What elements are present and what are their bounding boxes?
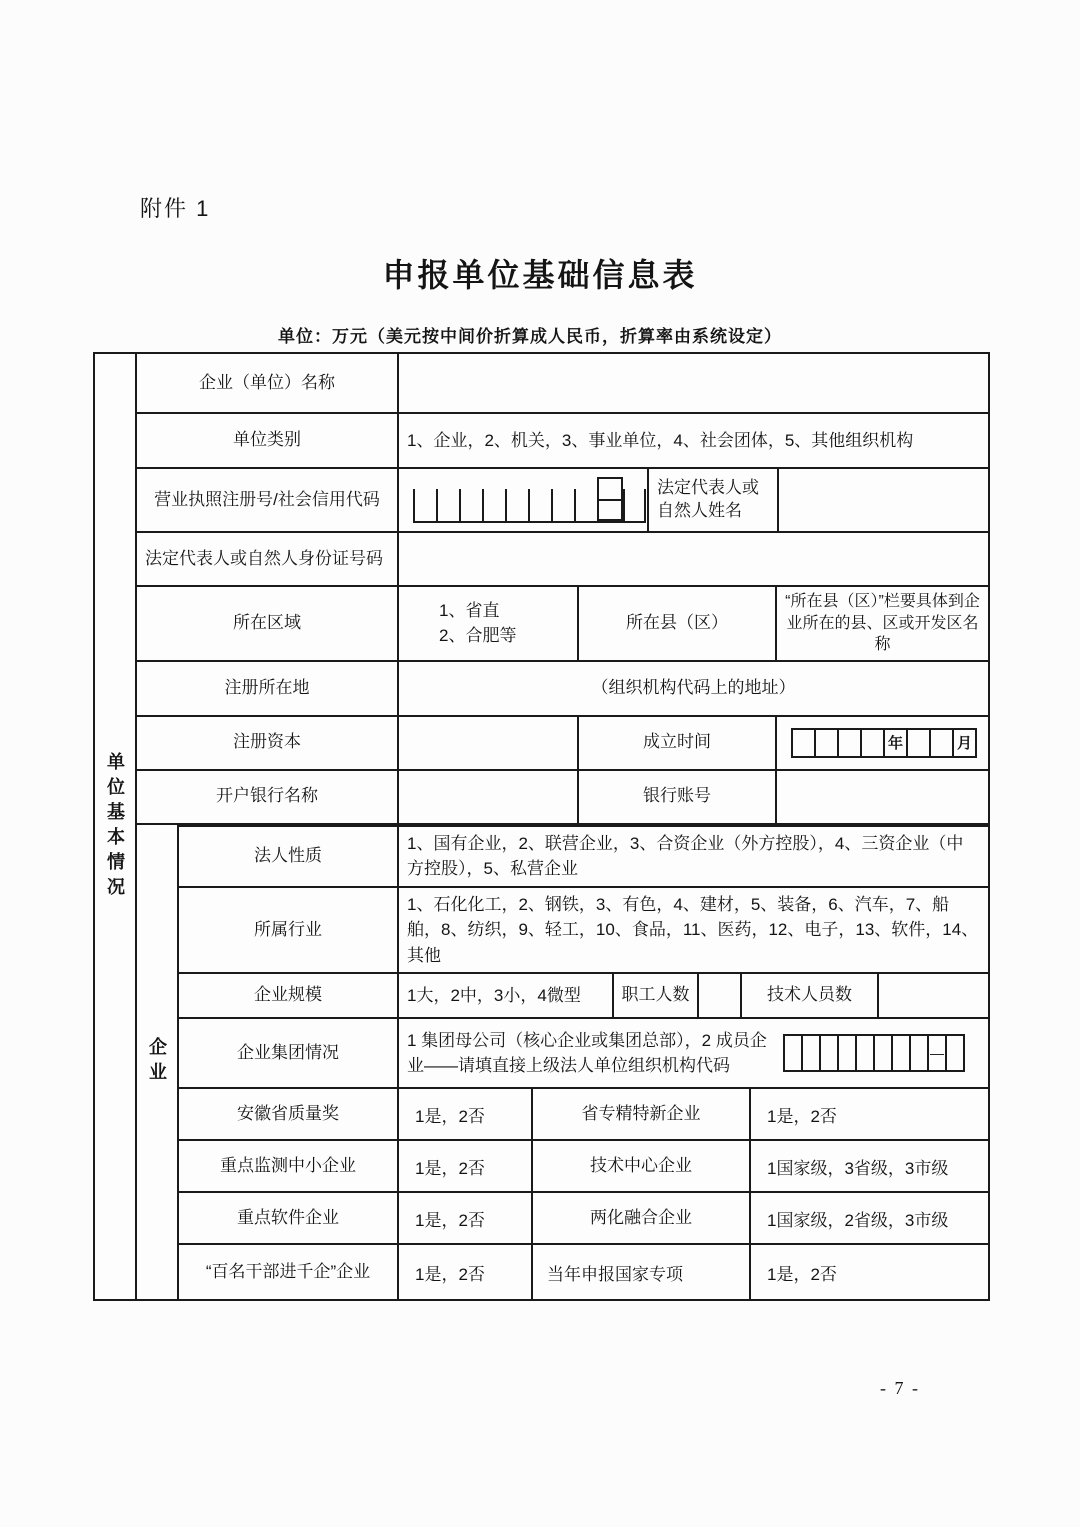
row-label: 营业执照注册号/社会信用代码 bbox=[154, 489, 380, 509]
date-entry-boxes bbox=[791, 728, 977, 758]
tech-staff-field bbox=[877, 974, 988, 1017]
region-options bbox=[397, 587, 577, 660]
legal-rep-name-field bbox=[777, 469, 988, 531]
page-title: 申报单位基础信息表 bbox=[382, 257, 698, 293]
county-label: 所在县（区） bbox=[577, 587, 775, 660]
double-box bbox=[597, 477, 623, 521]
table-row bbox=[137, 660, 988, 715]
row-label: 重点软件企业 bbox=[237, 1207, 339, 1227]
row-label: 所在区域 bbox=[233, 612, 301, 632]
table-row bbox=[179, 1191, 988, 1243]
bank-account-label: 银行账号 bbox=[577, 771, 775, 823]
group-label: 单位基本情况 bbox=[105, 751, 125, 902]
registered-capital-field bbox=[397, 717, 577, 769]
industry-options: 1、石化化工，2、钢铁，3、有色，4、建材，5、装备，6、汽车，7、船舶，8、纺织，9、轻工，10、食品，11、医药，12、电子，13、软件，14、其他 bbox=[397, 888, 988, 973]
table-row bbox=[137, 769, 988, 823]
staff-count-field bbox=[697, 974, 740, 1017]
row-label: 法人性质 bbox=[254, 845, 322, 865]
org-code-field bbox=[777, 1019, 988, 1087]
page-number: - 7 - bbox=[880, 1378, 920, 1398]
row-label: 重点监测中小企业 bbox=[220, 1155, 356, 1175]
dash-box: — bbox=[927, 1034, 947, 1072]
unit-type-options: 1、企业，2、机关，3、事业单位，4、社会团体，5、其他组织机构 bbox=[397, 414, 988, 467]
group-column-unit-basic-info bbox=[95, 354, 137, 1299]
row-label: “百名干部进千企”企业 bbox=[205, 1261, 371, 1281]
table-row bbox=[137, 531, 988, 585]
scale-options: 1大，2中，3小，4微型 bbox=[397, 974, 612, 1017]
registered-address-field: （组织机构代码上的地址） bbox=[397, 662, 988, 715]
table-row bbox=[179, 972, 988, 1017]
table-row bbox=[179, 1243, 988, 1299]
row-label: 单位类别 bbox=[233, 430, 301, 450]
group-column-enterprise bbox=[137, 825, 179, 1300]
enterprise-group bbox=[137, 823, 988, 1300]
quality-award-options: 1是，2否 bbox=[397, 1089, 531, 1139]
group-status-options: 1 集团母公司（核心企业或集团总部），2 成员企业——请填直接上级法人单位组织机构代码 bbox=[397, 1019, 777, 1087]
tech-center-label: 技术中心企业 bbox=[531, 1141, 749, 1191]
founding-date-field bbox=[775, 717, 988, 769]
national-project-options: 1是，2否 bbox=[749, 1245, 988, 1299]
table-row bbox=[137, 467, 988, 531]
month-box: 月 bbox=[952, 728, 977, 758]
row-label: 注册所在地 bbox=[224, 677, 310, 697]
row-label: 所属行业 bbox=[254, 919, 322, 939]
year-box: 年 bbox=[883, 728, 908, 758]
company-name-field bbox=[397, 354, 988, 412]
id-number-field bbox=[397, 533, 988, 585]
staff-count-label: 职工人数 bbox=[612, 974, 697, 1017]
unit-note: 单位：万元（美元按中间价折算成人民币，折算率由系统设定） bbox=[278, 327, 782, 346]
national-project-label: 当年申报国家专项 bbox=[531, 1245, 749, 1299]
row-label: 企业规模 bbox=[254, 985, 322, 1005]
row-label: 安徽省质量奖 bbox=[237, 1103, 339, 1123]
row-label: 企业集团情况 bbox=[237, 1042, 339, 1062]
hundred-cadres-options: 1是，2否 bbox=[397, 1245, 531, 1299]
integration-enterprise-label: 两化融合企业 bbox=[531, 1193, 749, 1243]
license-code-field bbox=[397, 469, 647, 531]
tech-center-options: 1国家级，3省级，3市级 bbox=[749, 1141, 988, 1191]
basic-info-table bbox=[93, 352, 990, 1301]
legal-nature-options: 1、国有企业，2、联营企业，3、合资企业（外方控股），4、三资企业（中方控股），5、私营企业 bbox=[397, 827, 988, 886]
monitored-sme-options: 1是，2否 bbox=[397, 1141, 531, 1191]
county-note: “所在县（区）”栏要具体到企业所在的县、区或开发区名称 bbox=[775, 587, 988, 660]
legal-rep-name-label: 法定代表人或自然人姓名 bbox=[647, 469, 777, 531]
bank-account-field bbox=[775, 771, 988, 823]
table-rows bbox=[137, 354, 988, 1299]
integration-enterprise-options: 1国家级，2省级，3市级 bbox=[749, 1193, 988, 1243]
enterprise-group-label: 企业 bbox=[147, 1037, 167, 1088]
specialized-enterprise-options: 1是，2否 bbox=[749, 1089, 988, 1139]
table-row bbox=[137, 354, 988, 412]
bank-name-field bbox=[397, 771, 577, 823]
table-row bbox=[179, 1087, 988, 1139]
table-row bbox=[179, 1017, 988, 1087]
code-entry-boxes bbox=[413, 477, 646, 523]
table-row bbox=[137, 412, 988, 467]
row-label: 注册资本 bbox=[233, 732, 301, 752]
region-option-2: 2、合肥等 bbox=[439, 626, 517, 646]
row-label: 企业（单位）名称 bbox=[199, 372, 335, 392]
key-software-options: 1是，2否 bbox=[397, 1193, 531, 1243]
specialized-enterprise-label: 省专精特新企业 bbox=[531, 1089, 749, 1139]
table-row bbox=[179, 886, 988, 973]
row-label: 开户银行名称 bbox=[216, 786, 318, 806]
tech-staff-label: 技术人员数 bbox=[740, 974, 877, 1017]
org-code-boxes bbox=[783, 1034, 965, 1072]
table-row bbox=[179, 1139, 988, 1191]
region-option-1: 1、省直 bbox=[439, 600, 500, 620]
founding-date-label: 成立时间 bbox=[577, 717, 775, 769]
table-row bbox=[137, 585, 988, 660]
table-row bbox=[137, 715, 988, 769]
row-label: 法定代表人或自然人身份证号码 bbox=[145, 548, 383, 568]
table-row bbox=[179, 825, 988, 886]
attachment-label: 附件 1 bbox=[140, 196, 211, 221]
